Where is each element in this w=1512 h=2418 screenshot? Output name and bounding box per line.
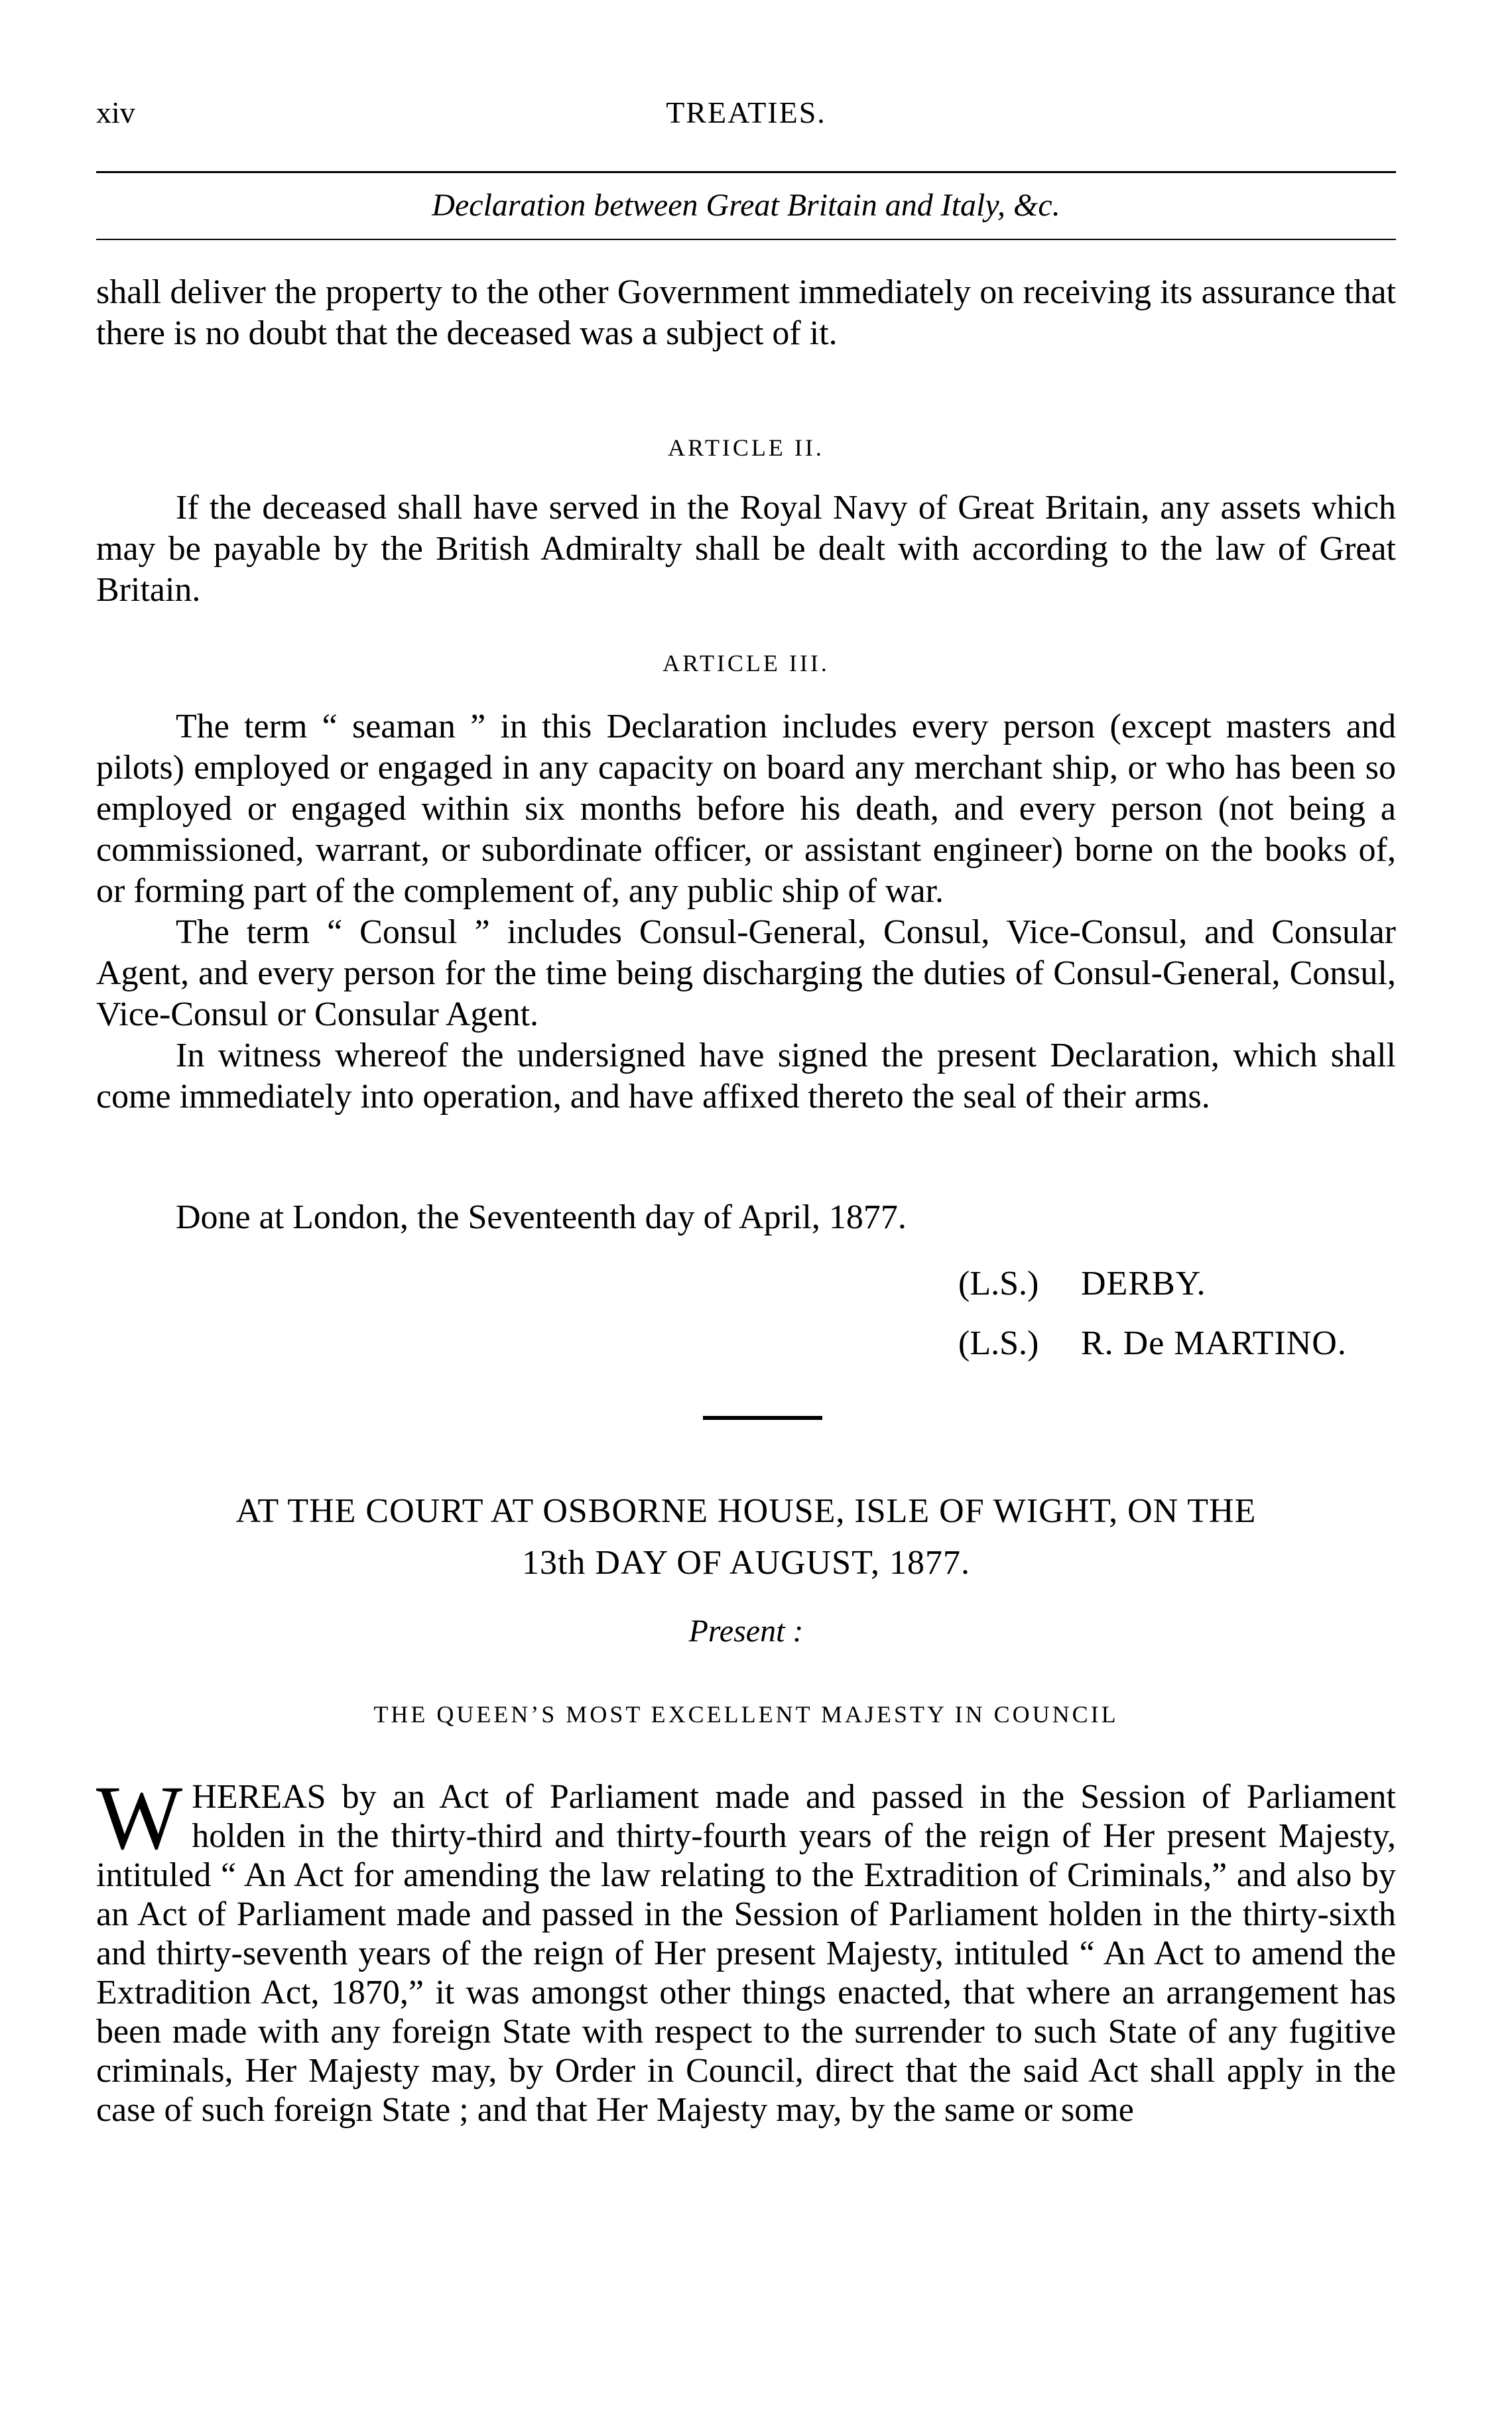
council-heading: THE QUEEN’S MOST EXCELLENT MAJESTY IN COUNCIL <box>373 1701 1119 1728</box>
article-2-text: If the deceased shall have served in the Royal Navy of Great Britain, any assets which may be payable by the British Admiralty shall be dealt with according to the law of Great Britain. <box>96 489 1396 609</box>
article-3-heading: ARTICLE III. <box>662 650 830 676</box>
page-title: TREATIES. <box>666 95 826 129</box>
continuation-text: shall deliver the property to the other Government immediately on receiving its assurance that there is no doubt that the deceased was a subject of it. <box>96 273 1396 352</box>
order-paragraph <box>96 1767 1396 2130</box>
signatory-name: DERBY. <box>1081 1265 1206 1303</box>
page-number: xiv <box>96 95 135 129</box>
article-2-heading: ARTICLE II. <box>668 434 824 461</box>
section-divider <box>703 1416 822 1420</box>
consul-definition: The term “ Consul ” includes Consul-General, Consul, Vice-Consul, and Consular Agent, and every person for the time being discharging the duties of Consul-General, Consul, Vice-Consul or Consular Agent. <box>96 913 1396 1033</box>
document-page <box>96 0 1396 2418</box>
seal-mark: (L.S.) <box>958 1265 1039 1303</box>
done-at-paragraph <box>96 1197 1396 1238</box>
seaman-definition: The term “ seaman ” in this Declaration includes every person (except masters and pilots) employed or engaged in any capacity on board any merchant ship, or who has been so employed or engaged within six months before his death, and every person (not being a commissioned, warrant, or subordinate officer, or assistant engineer) borne on the books of, or forming part of the complement of, any public ship of war. <box>96 708 1396 910</box>
done-at-text: Done at London, the Seventeenth day of April, 1877. <box>176 1198 907 1236</box>
subtitle-rule <box>96 239 1396 240</box>
seal-mark: (L.S.) <box>958 1324 1039 1362</box>
running-head <box>96 93 1396 133</box>
signature-row <box>958 1323 1422 1383</box>
drop-cap: W <box>96 1767 183 1868</box>
signatory-name: R. De MARTINO. <box>1081 1324 1347 1362</box>
article-3-body <box>96 706 1396 1117</box>
article-2-body <box>96 487 1396 611</box>
signature-block <box>958 1263 1422 1383</box>
order-text: HEREAS by an Act of Parliament made and passed in the Session of Parliament holden in the thirty-third and thirty-fourth years of the reign of Her present Majesty, intituled “ An Act for amending the law relating to the Extradition of Criminals,” and also by an Act of Parliament made and passed in the Session of Parliament holden in the thirty-sixth and thirty-seventh years of the reign of Her present Majesty, intituled “ An Act to amend the Extradition Act, 1870,” it was amongst other things enacted, that where an arrangement has been made with any foreign State with respect to the surrender to such State of any fugitive criminals, Her Majesty may, by Order in Council, direct that the said Act shall apply in the case of such foreign State ; and that Her Majesty may, by the same or some <box>96 1778 1396 2129</box>
court-heading <box>96 1486 1396 1589</box>
witness-clause: In witness whereof the undersigned have signed the present Declaration, which shall come immediately into operation, and have affixed thereto the seal of their arms. <box>96 1037 1396 1115</box>
signature-row <box>958 1263 1422 1323</box>
present-label: Present : <box>688 1614 804 1649</box>
court-heading-line-1: AT THE COURT AT OSBORNE HOUSE, ISLE OF WIGHT, ON THE <box>235 1492 1257 1530</box>
court-heading-line-2: 13th DAY OF AUGUST, 1877. <box>521 1544 971 1582</box>
continuation-paragraph <box>96 272 1396 354</box>
header-rule <box>96 171 1396 173</box>
section-subtitle: Declaration between Great Britain and Italy, &c. <box>432 188 1060 223</box>
